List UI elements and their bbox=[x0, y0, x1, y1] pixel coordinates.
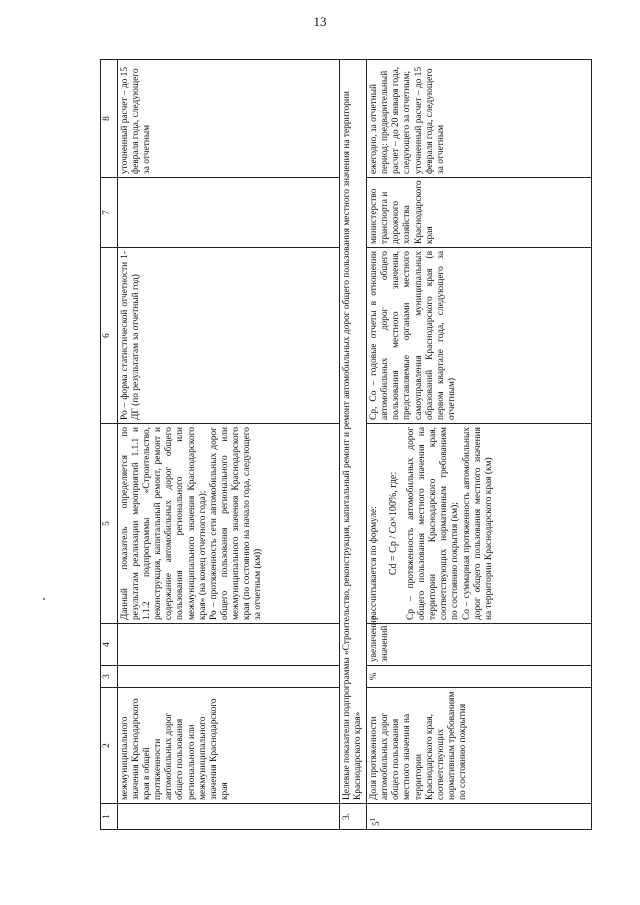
indicator-name: Доля протяженности автомобильных дорог общего пользования местного значения на территории Краснодарского края, соответствующих нормативным требованиям по состоянию покрытия bbox=[367, 688, 592, 804]
col-header-4: 4 bbox=[101, 624, 118, 666]
formula-legend: Ср – протяженность автомобильных дорог общего пользования местного значения на территории Краснодарского края, соответствующих нормативным требованиям по состоянию покрытия (км); Co – суммарная протяженность автомобильных дорог общего пользования местного значения на территории Краснодарского края (км) bbox=[406, 427, 494, 620]
formula: Cd = Cp / Co×100%, где: bbox=[388, 471, 400, 576]
row-number-main: 5 bbox=[372, 821, 383, 826]
indicator-responsible: министерство транспорта и дорожного хозяйства Краснодарского края bbox=[367, 178, 592, 248]
prev-row-name: межмуниципального значения Краснодарского края в общей протяженности автомобильных дорог общего пользования регионального или межмуниципального значения Краснодарского края bbox=[118, 688, 340, 804]
indicator-method bbox=[367, 424, 592, 624]
column-number-row bbox=[101, 60, 118, 830]
prev-row-number bbox=[118, 804, 340, 830]
prev-row-responsible bbox=[118, 178, 340, 248]
indicator-row-5-1 bbox=[367, 60, 592, 830]
col-header-1: 1 bbox=[101, 804, 118, 830]
rotated-table-container bbox=[100, 60, 600, 830]
section-title: Целевые показатели подпрограммы «Строительство, реконструкция, капитальный ремонт и ремонт автомобильных дорог общего пользования местного значения на территории Краснодарского края» bbox=[340, 60, 367, 804]
indicator-source: Ср, Со – годовые отчеты в отношении автомобильных дорог общего пользования местного значения, представляемые органами местного самоуправления муниципальных образований Краснодарского края (в первом квартале года, следующего за отчетным) bbox=[367, 248, 592, 424]
row-number bbox=[367, 804, 592, 830]
indicators-table bbox=[100, 59, 592, 830]
prev-row-deadline: уточненный расчет – до 15 февраля года, следующего за отчетным bbox=[118, 60, 340, 178]
indicator-unit: % bbox=[367, 666, 592, 688]
col-header-3: 3 bbox=[101, 666, 118, 688]
col-header-5: 5 bbox=[101, 424, 118, 624]
prev-row-direction bbox=[118, 624, 340, 666]
continued-indicator-row bbox=[118, 60, 340, 830]
prev-row-method: Данный показатель определяется по результатам реализации мероприятий 1.1.1 и 1.1.2 подпрограммы «Строительство, реконструкция, капитальный ремонт, ремонт и содержание автомобильных дорог общего пользования регионального или межмуниципального значения Краснодарского края» (на конец отчетного года); Ро – протяженность сети автомобильных дорог общего пользования регионального или межмуниципального значения Краснодарского края (по состоянию на начало года, следующего за отчетным (км)) bbox=[118, 424, 340, 624]
indicator-deadline: ежегодно, за отчетный период: предварительный расчет – до 20 января года, следующего за отчетным; уточненный расчет – до 15 февраля года, следующего за отчетным bbox=[367, 60, 592, 178]
col-header-2: 2 bbox=[101, 688, 118, 804]
row-number-superscript: 1 bbox=[369, 817, 378, 822]
indicator-direction: увеличение значений bbox=[367, 624, 592, 666]
prev-row-unit bbox=[118, 666, 340, 688]
section-number: 3. bbox=[340, 804, 367, 830]
page-number: 13 bbox=[313, 14, 327, 29]
col-header-6: 6 bbox=[101, 248, 118, 424]
scan-speck bbox=[43, 598, 45, 600]
col-header-7: 7 bbox=[101, 178, 118, 248]
formula-intro: рассчитывается по формуле: bbox=[369, 506, 380, 620]
section-row bbox=[340, 60, 367, 830]
col-header-8: 8 bbox=[101, 60, 118, 178]
prev-row-source: Ро – форма статистической отчетности 1-ДГ (по результатам за отчетный год) bbox=[118, 248, 340, 424]
